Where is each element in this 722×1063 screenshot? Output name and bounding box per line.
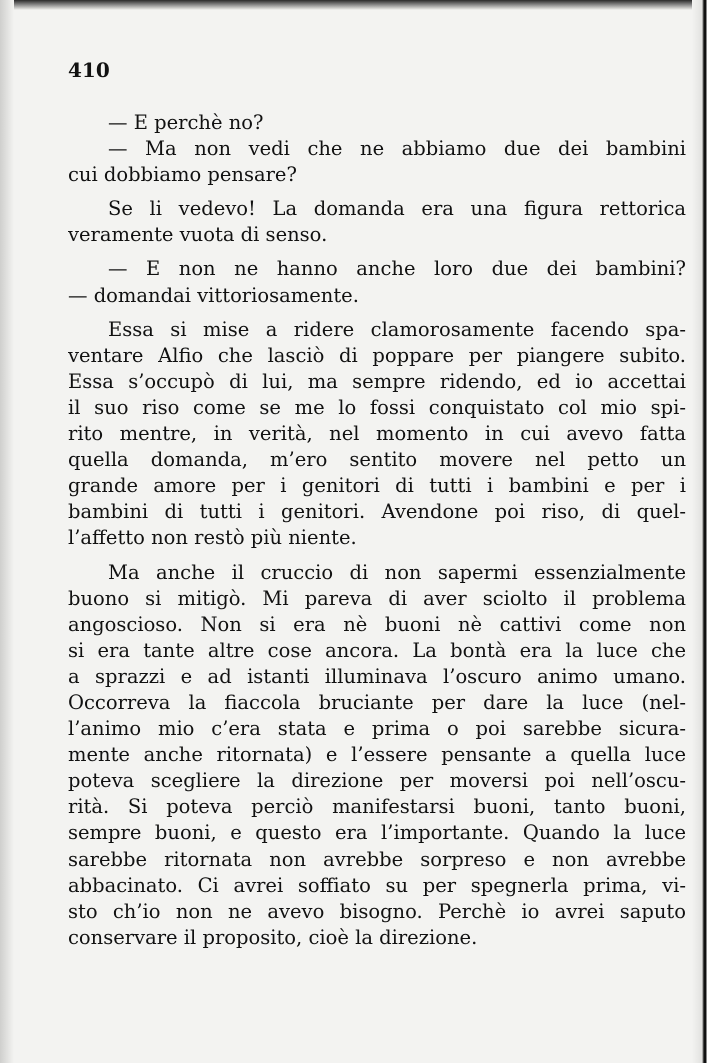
text-line: — E perchè no? [108, 111, 264, 134]
body-text [68, 110, 686, 951]
text-line: Essa si mise a ridere clamorosamente facendo spa- [108, 317, 686, 341]
spine-shadow [0, 0, 14, 1063]
page-top-edge [0, 0, 722, 10]
page-number: 410 [68, 58, 110, 82]
text-line: rità. Si poteva perciò manifestarsi buoni, tanto buoni, [68, 795, 686, 819]
text-line: si era tante altre cose ancora. La bontà era la luce che [68, 638, 686, 662]
text-line: sempre buoni, e questo era l’importante. Quando la luce [68, 821, 686, 845]
text-line: mente anche ritornata) e l’essere pensante a quella luce [68, 743, 686, 767]
text-line: il suo riso come se me lo fossi conquistato col mio spi- [68, 395, 686, 419]
text-line: angoscioso. Non si era nè buoni nè cattivi come non [68, 612, 686, 636]
text-line: poteva scegliere la direzione per moversi poi nell’oscu- [68, 769, 686, 793]
text-line: abbacinato. Ci avrei soffiato su per spegnerla prima, vi- [68, 873, 686, 897]
text-line: l’affetto non restò più niente. [68, 526, 357, 550]
text-line: Se li vedevo! La domanda era una figura rettorica [108, 197, 686, 221]
text-line: ventare Alfio che lasciò di poppare per piangere subito. [68, 343, 686, 367]
text-line: — E non ne hanno anche loro due dei bambini? [108, 257, 686, 281]
text-line: — Ma non vedi che ne abbiamo due dei bambini [108, 137, 686, 161]
text-line: buono si mitigò. Mi pareva di aver sciolto il problema [68, 586, 686, 610]
text-line: Ma anche il cruccio di non sapermi essenzialmente [108, 560, 686, 584]
text-line: grande amore per i genitori di tutti i bambini e per i [68, 474, 686, 498]
text-line: quella domanda, m’ero sentito movere nel petto un [68, 448, 686, 472]
page-right-edge [692, 0, 722, 1063]
text-line: sto ch’io non ne avevo bisogno. Perchè io avrei saputo [68, 899, 686, 923]
text-line: rito mentre, in verità, nel momento in cui avevo fatta [68, 422, 686, 446]
text-line: bambini di tutti i genitori. Avendone poi riso, di quel- [68, 500, 686, 524]
text-line: veramente vuota di senso. [68, 223, 328, 247]
text-line: — domandai vittoriosamente. [68, 283, 359, 307]
text-line: Occorreva la fiaccola bruciante per dare la luce (nel- [68, 690, 686, 714]
text-line: l’animo mio c’era stata e prima o poi sarebbe sicura- [68, 717, 686, 741]
text-line: sarebbe ritornata non avrebbe sorpreso e non avrebbe [68, 847, 686, 871]
text-line: a sprazzi e ad istanti illuminava l’oscuro animo umano. [68, 664, 686, 688]
text-line: Essa s’occupò di lui, ma sempre ridendo, ed io accettai [68, 369, 686, 393]
text-line: conservare il proposito, cioè la direzione. [68, 925, 478, 949]
text-line: cui dobbiamo pensare? [68, 163, 297, 187]
